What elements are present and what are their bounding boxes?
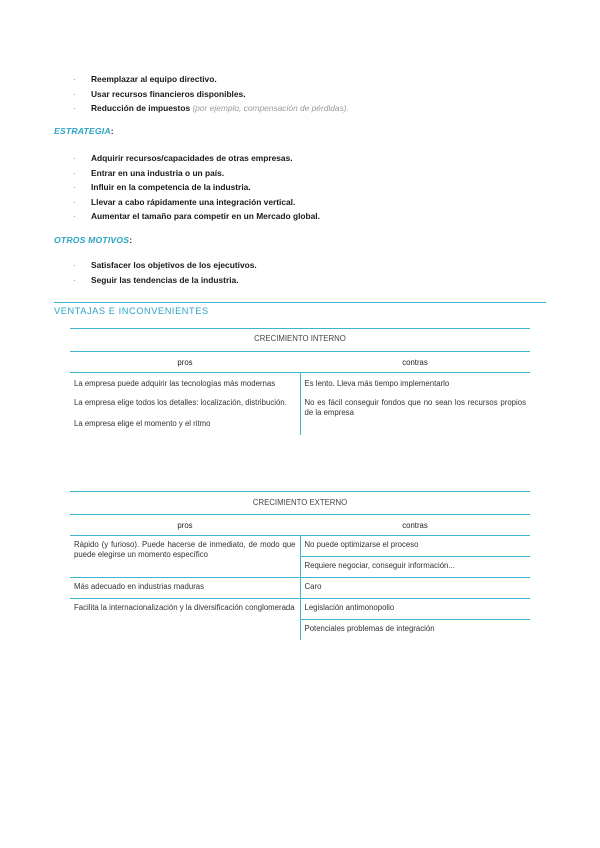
bullet-icon: · <box>73 74 76 84</box>
table-row <box>70 536 530 557</box>
contra-cell: Potenciales problemas de integración <box>304 624 435 633</box>
pros-cell <box>70 373 300 436</box>
pro-cell: Facilita la internacionalización y la diversificación conglomerada <box>70 599 300 641</box>
contra-cell: Requiere negociar, conseguir información... <box>300 557 530 578</box>
bullet-icon: · <box>73 153 76 163</box>
list-item: · Entrar en una industria o un país. <box>73 166 320 181</box>
pro-cell: Más adecuado en industrias maduras <box>70 578 300 599</box>
contra-cell: Caro <box>300 578 530 599</box>
bullet-icon: · <box>73 211 76 222</box>
contras-cell <box>300 373 530 436</box>
section-title: VENTAJAS E INCONVENIENTES <box>54 306 209 316</box>
list-item: · Usar recursos financieros disponibles. <box>73 87 349 102</box>
bullet-icon: · <box>73 103 76 114</box>
column-header-pros: pros <box>70 515 300 536</box>
bullet-icon: · <box>73 182 76 193</box>
list-item: · Llevar a cabo rápidamente una integración vertical. <box>73 195 320 210</box>
table-title-interno: CRECIMIENTO INTERNO <box>254 334 346 343</box>
list-item: · Reducción de impuestos (por ejemplo, compensación de pérdidas). <box>73 101 349 116</box>
list-item-note: (por ejemplo, compensación de pérdidas). <box>192 103 349 114</box>
pro-cell: Rápido (y furioso). Puede hacerse de inmediato, de modo que puede elegirse un momento específico <box>70 536 300 578</box>
column-header-pros: pros <box>70 352 300 373</box>
table-crecimiento-interno <box>70 351 530 435</box>
bullet-icon: · <box>73 196 76 207</box>
contra-cell: No puede optimizarse el proceso <box>300 536 530 557</box>
contra-item: Es lento. Lleva más tiempo implementarlo <box>304 379 450 388</box>
contra-item: No es fácil conseguir fondos que no sean los recursos propios de la empresa <box>304 398 526 417</box>
bullet-icon: · <box>73 88 76 99</box>
list-item: · Adquirir recursos/capacidades de otras empresas. <box>73 151 320 166</box>
bullet-icon: · <box>73 274 76 285</box>
pro-item: La empresa puede adquirir las tecnologías más modernas <box>74 379 276 388</box>
list-item: · Reemplazar al equipo directivo. <box>73 72 349 87</box>
estrategia-heading: ESTRATEGIA: <box>54 126 114 136</box>
motives-list <box>73 72 349 116</box>
list-item: · Aumentar el tamaño para competir en un Mercado global. <box>73 209 320 224</box>
contra-cell: Legislación antimonopolio <box>300 599 530 620</box>
section-divider <box>54 302 546 303</box>
bullet-icon: · <box>73 260 76 270</box>
column-header-contras: contras <box>300 352 530 373</box>
pro-item: La empresa elige todos los detalles: localización, distribución. <box>74 398 287 407</box>
table-row <box>70 578 530 599</box>
otros-motivos-heading: OTROS MOTIVOS: <box>54 235 133 245</box>
list-item: · Seguir las tendencias de la industria. <box>73 273 257 288</box>
bullet-icon: · <box>73 167 76 178</box>
table-top-rule <box>70 328 530 329</box>
list-item: · Satisfacer los objetivos de los ejecutivos. <box>73 258 257 273</box>
table-crecimiento-externo <box>70 514 530 640</box>
table-top-rule <box>70 491 530 492</box>
pro-item: La empresa elige el momento y el ritmo <box>74 419 211 428</box>
list-item: · Influir en la competencia de la industria. <box>73 180 320 195</box>
estrategia-list <box>73 151 320 224</box>
otros-motivos-list <box>73 258 257 287</box>
column-header-contras: contras <box>300 515 530 536</box>
table-title-externo: CRECIMIENTO EXTERNO <box>252 498 348 507</box>
table-row <box>70 599 530 620</box>
